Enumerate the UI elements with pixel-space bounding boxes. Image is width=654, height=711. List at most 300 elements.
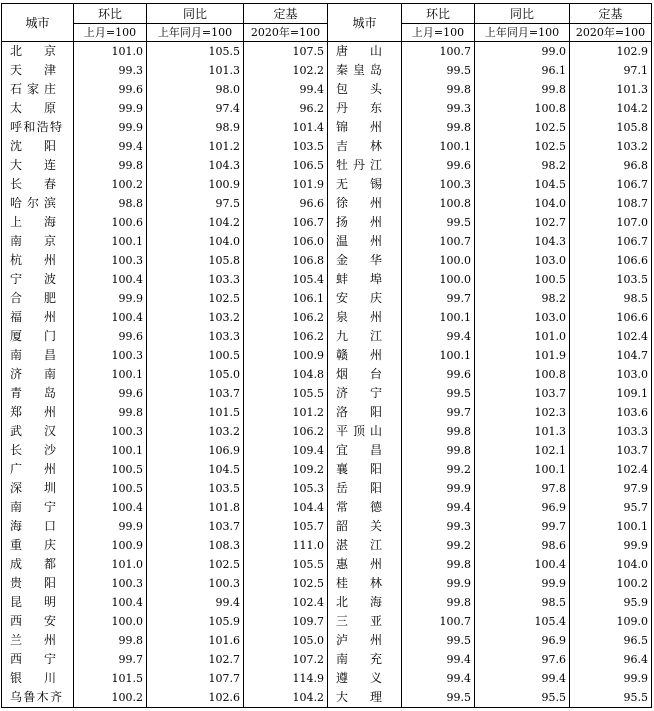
mom-value-left: 98.8	[74, 194, 147, 213]
mom-value-left: 100.4	[74, 498, 147, 517]
table-row	[2, 574, 652, 593]
mom-value-left: 99.9	[74, 289, 147, 308]
base-value-right: 106.6	[570, 308, 652, 327]
city-label: 海口	[10, 519, 56, 533]
base-value-right: 99.9	[570, 669, 652, 688]
city-label: 泸州	[336, 633, 382, 647]
city-name-right	[328, 194, 402, 213]
mom-value-right: 99.9	[402, 479, 475, 498]
city-label: 无锡	[336, 177, 382, 191]
base-value-right: 100.1	[570, 517, 652, 536]
city-name-right	[328, 384, 402, 403]
city-name-left	[2, 213, 74, 232]
city-label: 遵义	[336, 671, 382, 685]
city-name-left	[2, 384, 74, 403]
table-row	[2, 80, 652, 99]
mom-value-left: 100.5	[74, 479, 147, 498]
yoy-value-left: 102.5	[147, 289, 244, 308]
mom-value-right: 99.3	[402, 517, 475, 536]
city-label: 徐州	[336, 196, 382, 210]
base-value-right: 98.5	[570, 289, 652, 308]
base-value-left: 106.2	[244, 308, 328, 327]
yoy-value-right: 105.4	[475, 612, 570, 631]
yoy-value-left: 104.5	[147, 460, 244, 479]
mom-value-right: 100.1	[402, 137, 475, 156]
yoy-value-right: 98.2	[475, 156, 570, 175]
yoy-value-left: 97.4	[147, 99, 244, 118]
mom-value-left: 100.1	[74, 365, 147, 384]
table-row	[2, 555, 652, 574]
mom-value-right: 99.9	[402, 574, 475, 593]
city-label: 广州	[10, 462, 56, 476]
yoy-value-right: 104.5	[475, 175, 570, 194]
city-label: 北海	[336, 595, 382, 609]
yoy-value-right: 98.2	[475, 289, 570, 308]
mom-value-left: 99.6	[74, 327, 147, 346]
table-row	[2, 61, 652, 80]
base-value-right: 102.4	[570, 460, 652, 479]
city-label: 太原	[10, 101, 56, 115]
base-value-right: 104.0	[570, 555, 652, 574]
yoy-value-right: 96.1	[475, 61, 570, 80]
city-label: 牡丹江	[336, 158, 382, 172]
table-row	[2, 118, 652, 137]
city-name-right	[328, 175, 402, 194]
city-label: 北京	[10, 44, 56, 58]
mom-value-right: 99.4	[402, 498, 475, 517]
base-value-left: 107.2	[244, 650, 328, 669]
mom-value-left: 100.3	[74, 251, 147, 270]
yoy-value-right: 100.1	[475, 460, 570, 479]
city-label: 沈阳	[10, 139, 56, 153]
base-value-right: 96.4	[570, 650, 652, 669]
city-label: 蚌埠	[336, 272, 382, 286]
mom-value-right: 100.0	[402, 270, 475, 289]
city-label: 武汉	[10, 424, 56, 438]
city-label: 天津	[10, 63, 56, 77]
city-name-left	[2, 517, 74, 536]
header-mom-sub-left: 上月=100	[74, 24, 147, 42]
mom-value-right: 99.8	[402, 441, 475, 460]
yoy-value-left: 103.2	[147, 422, 244, 441]
city-label: 扬州	[336, 215, 382, 229]
base-value-left: 105.0	[244, 631, 328, 650]
mom-value-right: 99.8	[402, 555, 475, 574]
city-label: 九江	[336, 329, 382, 343]
base-value-left: 105.5	[244, 555, 328, 574]
base-value-left: 106.5	[244, 156, 328, 175]
header-yoy-sub-right: 上年同月=100	[475, 24, 570, 42]
city-name-left	[2, 61, 74, 80]
city-label: 桂林	[336, 576, 382, 590]
mom-value-right: 99.4	[402, 650, 475, 669]
city-name-right	[328, 137, 402, 156]
city-label: 金华	[336, 253, 382, 267]
base-value-left: 107.5	[244, 42, 328, 62]
header-yoy-right: 同比	[475, 4, 570, 24]
base-value-left: 106.2	[244, 422, 328, 441]
yoy-value-right: 101.0	[475, 327, 570, 346]
yoy-value-left: 102.6	[147, 688, 244, 708]
yoy-value-right: 102.5	[475, 137, 570, 156]
city-label: 合肥	[10, 291, 56, 305]
city-label: 青岛	[10, 386, 56, 400]
city-name-left	[2, 194, 74, 213]
yoy-value-left: 108.3	[147, 536, 244, 555]
base-value-right: 95.9	[570, 593, 652, 612]
table-row	[2, 213, 652, 232]
city-label: 三亚	[336, 614, 382, 628]
table-row	[2, 669, 652, 688]
city-name-right	[328, 517, 402, 536]
city-label: 福州	[10, 310, 56, 324]
yoy-value-left: 103.5	[147, 479, 244, 498]
city-name-right	[328, 213, 402, 232]
city-name-right	[328, 498, 402, 517]
mom-value-left: 99.7	[74, 650, 147, 669]
mom-value-right: 100.3	[402, 175, 475, 194]
yoy-value-right: 104.0	[475, 194, 570, 213]
base-value-right: 103.0	[570, 365, 652, 384]
yoy-value-left: 101.6	[147, 631, 244, 650]
city-label: 杭州	[10, 253, 56, 267]
base-value-left: 101.9	[244, 175, 328, 194]
city-name-right	[328, 42, 402, 62]
yoy-value-right: 96.9	[475, 631, 570, 650]
base-value-right: 96.5	[570, 631, 652, 650]
table-header	[2, 4, 652, 42]
city-label: 郑州	[10, 405, 56, 419]
city-label: 银川	[10, 671, 56, 685]
city-label: 西宁	[10, 652, 56, 666]
table-row	[2, 460, 652, 479]
table-row	[2, 498, 652, 517]
yoy-value-left: 103.2	[147, 308, 244, 327]
city-name-left	[2, 631, 74, 650]
city-label: 锦州	[336, 120, 382, 134]
mom-value-left: 99.8	[74, 156, 147, 175]
city-name-right	[328, 308, 402, 327]
city-label: 哈尔滨	[10, 196, 56, 210]
base-value-left: 104.8	[244, 365, 328, 384]
yoy-value-right: 103.0	[475, 308, 570, 327]
mom-value-right: 100.7	[402, 42, 475, 62]
yoy-value-right: 98.5	[475, 593, 570, 612]
yoy-value-left: 106.9	[147, 441, 244, 460]
table-row	[2, 365, 652, 384]
base-value-left: 105.5	[244, 384, 328, 403]
yoy-value-right: 102.5	[475, 118, 570, 137]
base-value-left: 106.7	[244, 213, 328, 232]
table-row	[2, 479, 652, 498]
city-name-right	[328, 346, 402, 365]
city-label: 长沙	[10, 443, 56, 457]
table-row	[2, 308, 652, 327]
mom-value-left: 101.5	[74, 669, 147, 688]
base-value-right: 103.6	[570, 403, 652, 422]
yoy-value-right: 100.5	[475, 270, 570, 289]
mom-value-left: 100.1	[74, 232, 147, 251]
city-label: 南充	[336, 652, 382, 666]
yoy-value-left: 104.2	[147, 213, 244, 232]
base-value-right: 103.2	[570, 137, 652, 156]
base-value-left: 102.4	[244, 593, 328, 612]
table-row	[2, 270, 652, 289]
yoy-value-left: 101.8	[147, 498, 244, 517]
city-name-right	[328, 460, 402, 479]
yoy-value-right: 97.8	[475, 479, 570, 498]
city-label: 惠州	[336, 557, 382, 571]
mom-value-right: 99.2	[402, 536, 475, 555]
base-value-right: 109.0	[570, 612, 652, 631]
city-name-right	[328, 669, 402, 688]
city-label: 深圳	[10, 481, 56, 495]
city-name-left	[2, 422, 74, 441]
city-name-left	[2, 441, 74, 460]
city-name-right	[328, 289, 402, 308]
yoy-value-left: 102.5	[147, 555, 244, 574]
header-base-sub-right: 2020年=100	[570, 24, 652, 42]
yoy-value-right: 99.4	[475, 669, 570, 688]
city-name-left	[2, 403, 74, 422]
city-name-right	[328, 612, 402, 631]
header-base-sub-left: 2020年=100	[244, 24, 328, 42]
yoy-value-left: 103.3	[147, 270, 244, 289]
city-label: 呼和浩特	[10, 120, 62, 134]
base-value-left: 101.4	[244, 118, 328, 137]
city-name-left	[2, 327, 74, 346]
yoy-value-right: 99.9	[475, 574, 570, 593]
city-name-left	[2, 137, 74, 156]
mom-value-right: 99.8	[402, 593, 475, 612]
yoy-value-left: 105.0	[147, 365, 244, 384]
table-row	[2, 384, 652, 403]
city-name-left	[2, 80, 74, 99]
mom-value-left: 100.3	[74, 422, 147, 441]
base-value-left: 103.5	[244, 137, 328, 156]
city-label: 赣州	[336, 348, 382, 362]
city-name-right	[328, 555, 402, 574]
city-name-right	[328, 688, 402, 708]
base-value-right: 109.1	[570, 384, 652, 403]
yoy-value-left: 104.0	[147, 232, 244, 251]
mom-value-right: 99.5	[402, 384, 475, 403]
header-mom-sub-right: 上月=100	[402, 24, 475, 42]
table-row	[2, 289, 652, 308]
city-name-right	[328, 270, 402, 289]
base-value-left: 101.2	[244, 403, 328, 422]
mom-value-right: 99.2	[402, 460, 475, 479]
yoy-value-left: 98.9	[147, 118, 244, 137]
base-value-left: 100.9	[244, 346, 328, 365]
mom-value-left: 99.3	[74, 61, 147, 80]
city-name-right	[328, 479, 402, 498]
yoy-value-left: 103.3	[147, 327, 244, 346]
mom-value-left: 99.8	[74, 631, 147, 650]
table-row	[2, 346, 652, 365]
city-name-right	[328, 422, 402, 441]
city-name-right	[328, 251, 402, 270]
base-value-right: 97.9	[570, 479, 652, 498]
table-row	[2, 536, 652, 555]
base-value-right: 103.5	[570, 270, 652, 289]
yoy-value-right: 96.9	[475, 498, 570, 517]
base-value-right: 103.3	[570, 422, 652, 441]
mom-value-right: 99.8	[402, 118, 475, 137]
table-row	[2, 403, 652, 422]
table-row	[2, 422, 652, 441]
base-value-right: 101.3	[570, 80, 652, 99]
mom-value-right: 100.1	[402, 346, 475, 365]
city-name-right	[328, 574, 402, 593]
city-label: 常德	[336, 500, 382, 514]
city-label: 湛江	[336, 538, 382, 552]
mom-value-left: 100.4	[74, 308, 147, 327]
base-value-left: 111.0	[244, 536, 328, 555]
base-value-right: 108.7	[570, 194, 652, 213]
yoy-value-left: 103.7	[147, 517, 244, 536]
city-label: 厦门	[10, 329, 56, 343]
city-label: 上海	[10, 215, 56, 229]
base-value-left: 104.2	[244, 688, 328, 708]
mom-value-right: 99.5	[402, 213, 475, 232]
yoy-value-right: 102.7	[475, 213, 570, 232]
base-value-right: 95.5	[570, 688, 652, 708]
yoy-value-left: 100.5	[147, 346, 244, 365]
header-mom-right: 环比	[402, 4, 475, 24]
yoy-value-left: 100.3	[147, 574, 244, 593]
city-name-left	[2, 251, 74, 270]
city-name-right	[328, 327, 402, 346]
yoy-value-right: 98.6	[475, 536, 570, 555]
city-label: 昆明	[10, 595, 56, 609]
mom-value-left: 101.0	[74, 555, 147, 574]
yoy-value-left: 99.4	[147, 593, 244, 612]
yoy-value-left: 97.5	[147, 194, 244, 213]
city-name-left	[2, 232, 74, 251]
mom-value-left: 101.0	[74, 42, 147, 62]
city-label: 包头	[336, 82, 382, 96]
yoy-value-left: 107.7	[147, 669, 244, 688]
yoy-value-left: 101.5	[147, 403, 244, 422]
city-name-left	[2, 555, 74, 574]
city-name-left	[2, 574, 74, 593]
mom-value-left: 99.9	[74, 99, 147, 118]
table-row	[2, 631, 652, 650]
mom-value-left: 100.2	[74, 175, 147, 194]
base-value-left: 105.7	[244, 517, 328, 536]
table-row	[2, 232, 652, 251]
city-label: 吉林	[336, 139, 382, 153]
yoy-value-right: 102.1	[475, 441, 570, 460]
mom-value-right: 99.5	[402, 631, 475, 650]
base-value-left: 102.2	[244, 61, 328, 80]
yoy-value-right: 99.7	[475, 517, 570, 536]
base-value-right: 104.2	[570, 99, 652, 118]
yoy-value-right: 95.5	[475, 688, 570, 708]
mom-value-left: 100.6	[74, 213, 147, 232]
base-value-left: 96.2	[244, 99, 328, 118]
header-yoy-left: 同比	[147, 4, 244, 24]
base-value-right: 106.6	[570, 251, 652, 270]
yoy-value-left: 105.8	[147, 251, 244, 270]
city-name-right	[328, 650, 402, 669]
yoy-value-left: 105.5	[147, 42, 244, 62]
mom-value-right: 100.0	[402, 251, 475, 270]
base-value-right: 95.7	[570, 498, 652, 517]
mom-value-left: 99.6	[74, 80, 147, 99]
city-name-right	[328, 99, 402, 118]
city-name-left	[2, 460, 74, 479]
city-label: 南宁	[10, 500, 56, 514]
base-value-left: 106.1	[244, 289, 328, 308]
city-label: 贵阳	[10, 576, 56, 590]
city-name-right	[328, 80, 402, 99]
base-value-left: 106.2	[244, 327, 328, 346]
base-value-right: 106.7	[570, 175, 652, 194]
mom-value-left: 100.2	[74, 688, 147, 708]
base-value-right: 96.8	[570, 156, 652, 175]
yoy-value-left: 104.3	[147, 156, 244, 175]
base-value-left: 106.8	[244, 251, 328, 270]
city-name-left	[2, 365, 74, 384]
mom-value-left: 100.4	[74, 270, 147, 289]
table-body	[2, 42, 652, 708]
base-value-right: 102.4	[570, 327, 652, 346]
city-label: 平顶山	[336, 424, 382, 438]
mom-value-left: 100.4	[74, 593, 147, 612]
city-price-index-table	[1, 3, 652, 708]
city-label: 宁波	[10, 272, 56, 286]
base-value-right: 107.0	[570, 213, 652, 232]
table-row	[2, 327, 652, 346]
city-label: 大连	[10, 158, 56, 172]
base-value-left: 109.4	[244, 441, 328, 460]
table-row	[2, 441, 652, 460]
table-row	[2, 42, 652, 62]
base-value-right: 99.9	[570, 536, 652, 555]
mom-value-right: 99.6	[402, 365, 475, 384]
city-label: 乌鲁木齐	[10, 690, 62, 704]
base-value-right: 105.8	[570, 118, 652, 137]
mom-value-left: 99.9	[74, 517, 147, 536]
mom-value-right: 100.1	[402, 308, 475, 327]
city-name-right	[328, 365, 402, 384]
mom-value-right: 99.4	[402, 669, 475, 688]
mom-value-left: 100.5	[74, 460, 147, 479]
mom-value-left: 100.0	[74, 612, 147, 631]
base-value-left: 102.5	[244, 574, 328, 593]
mom-value-right: 99.5	[402, 61, 475, 80]
city-name-right	[328, 441, 402, 460]
city-name-left	[2, 612, 74, 631]
city-label: 西安	[10, 614, 56, 628]
city-name-left	[2, 156, 74, 175]
mom-value-right: 99.7	[402, 289, 475, 308]
table-row	[2, 194, 652, 213]
table-row	[2, 650, 652, 669]
city-label: 重庆	[10, 538, 56, 552]
base-value-left: 99.4	[244, 80, 328, 99]
city-name-right	[328, 61, 402, 80]
city-label: 长春	[10, 177, 56, 191]
table-row	[2, 137, 652, 156]
yoy-value-left: 101.2	[147, 137, 244, 156]
mom-value-left: 100.9	[74, 536, 147, 555]
city-label: 安庆	[336, 291, 382, 305]
yoy-value-right: 99.8	[475, 80, 570, 99]
base-value-right: 100.2	[570, 574, 652, 593]
